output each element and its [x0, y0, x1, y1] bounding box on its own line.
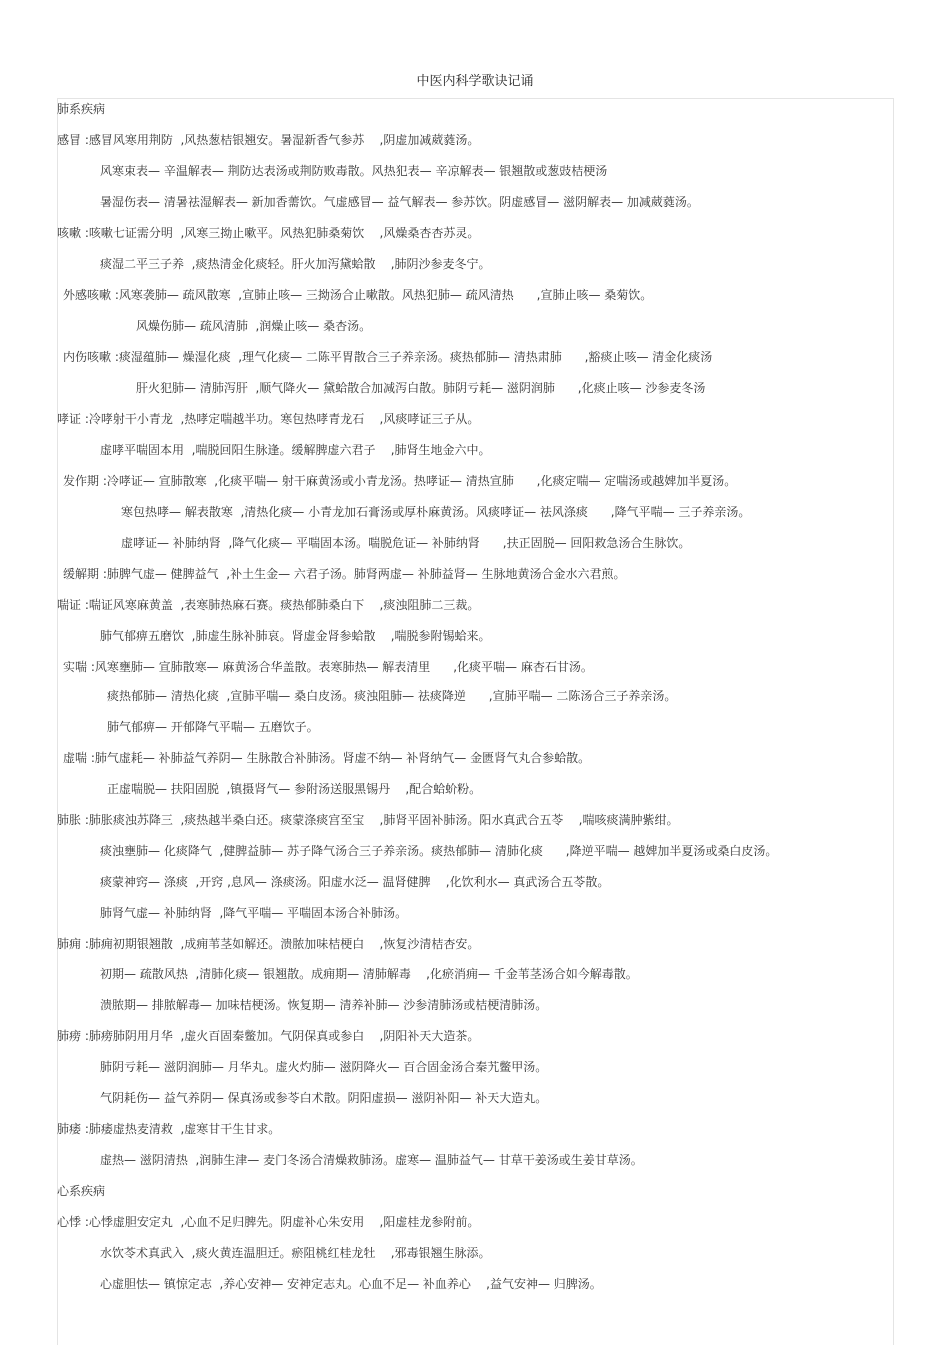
- table-border-top: [57, 98, 893, 99]
- verse-line: 水饮苓术真武入 ,痰火黄连温胆迁。瘀阻桃红桂龙牡 ,邪毒银翘生脉添。: [100, 1246, 491, 1260]
- formula-line: 痰蒙神窍— 涤痰 ,开窍 ,息风— 涤痰汤。阳虚水泛— 温肾健脾 ,化饮利水— 真武汤合五苓散。: [100, 875, 610, 889]
- document-title: 中医内科学歌诀记诵: [416, 74, 534, 89]
- section-heading-lung: 肺系疾病: [57, 102, 106, 116]
- formula-line: 风寒束表— 辛温解表— 荆防达表汤或荆防败毒散。风热犯表— 辛凉解表— 银翘散或葱豉桔梗汤: [100, 164, 608, 178]
- formula-line: 心虚胆怯— 镇惊定志 ,养心安神— 安神定志丸。心血不足— 补血养心 ,益气安神— 归脾汤。: [100, 1277, 602, 1291]
- formula-line: 虚哮证— 补肺纳肾 ,降气化痰— 平喘固本汤。喘脱危证— 补肺纳肾 ,扶正固脱— 回阳救急汤合生脉饮。: [121, 536, 691, 550]
- formula-line: 肺阴亏耗— 滋阴润肺— 月华丸。虚火灼肺— 滋阴降火— 百合固金汤合秦艽鳖甲汤。: [100, 1060, 548, 1074]
- formula-line: 内伤咳嗽 :痰湿蕴肺— 燥湿化痰 ,理气化痰— 二陈平胃散合三子养亲汤。痰热郁肺— 清热肃肺 ,豁痰止咳— 清金化痰汤: [63, 350, 713, 364]
- formula-line: 痰热郁肺— 清热化痰 ,宣肺平喘— 桑白皮汤。痰浊阻肺— 祛痰降逆 ,宣肺平喘— 二陈汤合三子养亲汤。: [107, 689, 677, 703]
- verse-line: 喘证 :喘证风寒麻黄盖 ,表寒肺热麻石赛。痰热郁肺桑白下 ,痰浊阻肺二三裁。: [57, 598, 480, 612]
- verse-line: 咳嗽 :咳嗽七证需分明 ,风寒三拗止嗽平。风热犯肺桑菊饮 ,风燥桑杏杏苏灵。: [57, 226, 480, 240]
- formula-line: 肺气郁痹— 开郁降气平喘— 五磨饮子。: [107, 720, 319, 734]
- formula-line: 发作期 :冷哮证— 宣肺散寒 ,化痰平喘— 射干麻黄汤或小青龙汤。热哮证— 清热宣肺 ,化痰定喘— 定喘汤或越婢加半夏汤。: [63, 474, 737, 488]
- verse-line: 肺痈 :肺痈初期银翘散 ,成痈苇茎如解还。溃脓加味桔梗白 ,恢复沙清桔杏安。: [57, 937, 480, 951]
- formula-line: 实喘 :风寒壅肺— 宣肺散寒— 麻黄汤合华盖散。表寒肺热— 解表清里 ,化痰平喘— 麻杏石甘汤。: [63, 660, 593, 674]
- table-border-left: [57, 98, 58, 1345]
- verse-line: 肺胀 :肺胀痰浊苏降三 ,痰热越半桑白还。痰蒙涤痰宫至宝 ,肺肾平固补肺汤。阳水真武合五苓 ,喘咳痰满肿紫绀。: [57, 813, 679, 827]
- verse-line: 肺气郁痹五磨饮 ,肺虚生脉补肺哀。肾虚金肾参蛤散 ,喘脱参附锡蛤来。: [100, 629, 491, 643]
- formula-line: 暑湿伤表— 清暑祛湿解表— 新加香薷饮。气虚感冒— 益气解表— 参苏饮。阴虚感冒— 滋阴解表— 加减葳蕤汤。: [100, 195, 699, 209]
- formula-line: 痰浊壅肺— 化痰降气 ,健脾益肺— 苏子降气汤合三子养亲汤。痰热郁肺— 清肺化痰 ,降逆平喘— 越婢加半夏汤或桑白皮汤。: [100, 844, 778, 858]
- formula-line: 风燥伤肺— 疏风清肺 ,润燥止咳— 桑杏汤。: [136, 319, 372, 333]
- verse-line: 虚哮平喘固本用 ,喘脱回阳生脉逢。缓解脾虚六君子 ,肺肾生地金六中。: [100, 443, 491, 457]
- verse-line: 感冒 :感冒风寒用荆防 ,风热葱桔银翘安。暑湿新香气参苏 ,阴虚加减葳蕤汤。: [57, 133, 480, 147]
- formula-line: 溃脓期— 排脓解毒— 加味桔梗汤。恢复期— 清养补肺— 沙参清肺汤或桔梗清肺汤。: [100, 998, 548, 1012]
- verse-line: 哮证 :冷哮射干小青龙 ,热哮定喘越半功。寒包热哮青龙石 ,风痰哮证三子从。: [57, 412, 480, 426]
- section-heading-heart: 心系疾病: [57, 1184, 106, 1198]
- formula-line: 虚热— 滋阴清热 ,润肺生津— 麦门冬汤合清燥救肺汤。虚寒— 温肺益气— 甘草干姜汤或生姜甘草汤。: [100, 1153, 643, 1167]
- formula-line: 初期— 疏散风热 ,清肺化痰— 银翘散。成痈期— 清肺解毒 ,化瘀消痈— 千金苇茎汤合如今解毒散。: [100, 967, 638, 981]
- verse-line: 痰湿二平三子养 ,痰热清金化痰轻。肝火加泻黛蛤散 ,肺阴沙参麦冬宁。: [100, 257, 491, 271]
- verse-line: 心悸 :心悸虚胆安定丸 ,心血不足归脾先。阴虚补心朱安用 ,阳虚桂龙参附前。: [57, 1215, 480, 1229]
- formula-line: 外感咳嗽 :风寒袭肺— 疏风散寒 ,宣肺止咳— 三拗汤合止嗽散。风热犯肺— 疏风清热 ,宣肺止咳— 桑菊饮。: [63, 288, 653, 302]
- formula-line: 寒包热哮— 解表散寒 ,清热化痰— 小青龙加石膏汤或厚朴麻黄汤。风痰哮证— 祛风涤痰 ,降气平喘— 三子养亲汤。: [121, 505, 751, 519]
- verse-line: 肺痨 :肺痨肺阴用月华 ,虚火百固秦鳖加。气阴保真或参白 ,阴阳补天大造茶。: [57, 1029, 480, 1043]
- formula-line: 正虚喘脱— 扶阳固脱 ,镇摄肾气— 参附汤送服黑锡丹 ,配合蛤蚧粉。: [107, 782, 482, 796]
- formula-line: 肺肾气虚— 补肺纳肾 ,降气平喘— 平喘固本汤合补肺汤。: [100, 906, 408, 920]
- table-border-right: [893, 98, 894, 1345]
- formula-line: 气阴耗伤— 益气养阴— 保真汤或参苓白术散。阴阳虚损— 滋阴补阳— 补天大造丸。: [100, 1091, 548, 1105]
- formula-line: 虚喘 :肺气虚耗— 补肺益气养阴— 生脉散合补肺汤。肾虚不纳— 补肾纳气— 金匮肾气丸合参蛤散。: [63, 751, 591, 765]
- verse-line: 肺痿 :肺痿虚热麦清救 ,虚寒甘干生甘求。: [57, 1122, 281, 1136]
- formula-line: 肝火犯肺— 清肺泻肝 ,顺气降火— 黛蛤散合加减泻白散。肺阴亏耗— 滋阴润肺 ,化痰止咳— 沙参麦冬汤: [136, 381, 706, 395]
- formula-line: 缓解期 :肺脾气虚— 健脾益气 ,补土生金— 六君子汤。肺肾两虚— 补肺益肾— 生脉地黄汤合金水六君煎。: [63, 567, 626, 581]
